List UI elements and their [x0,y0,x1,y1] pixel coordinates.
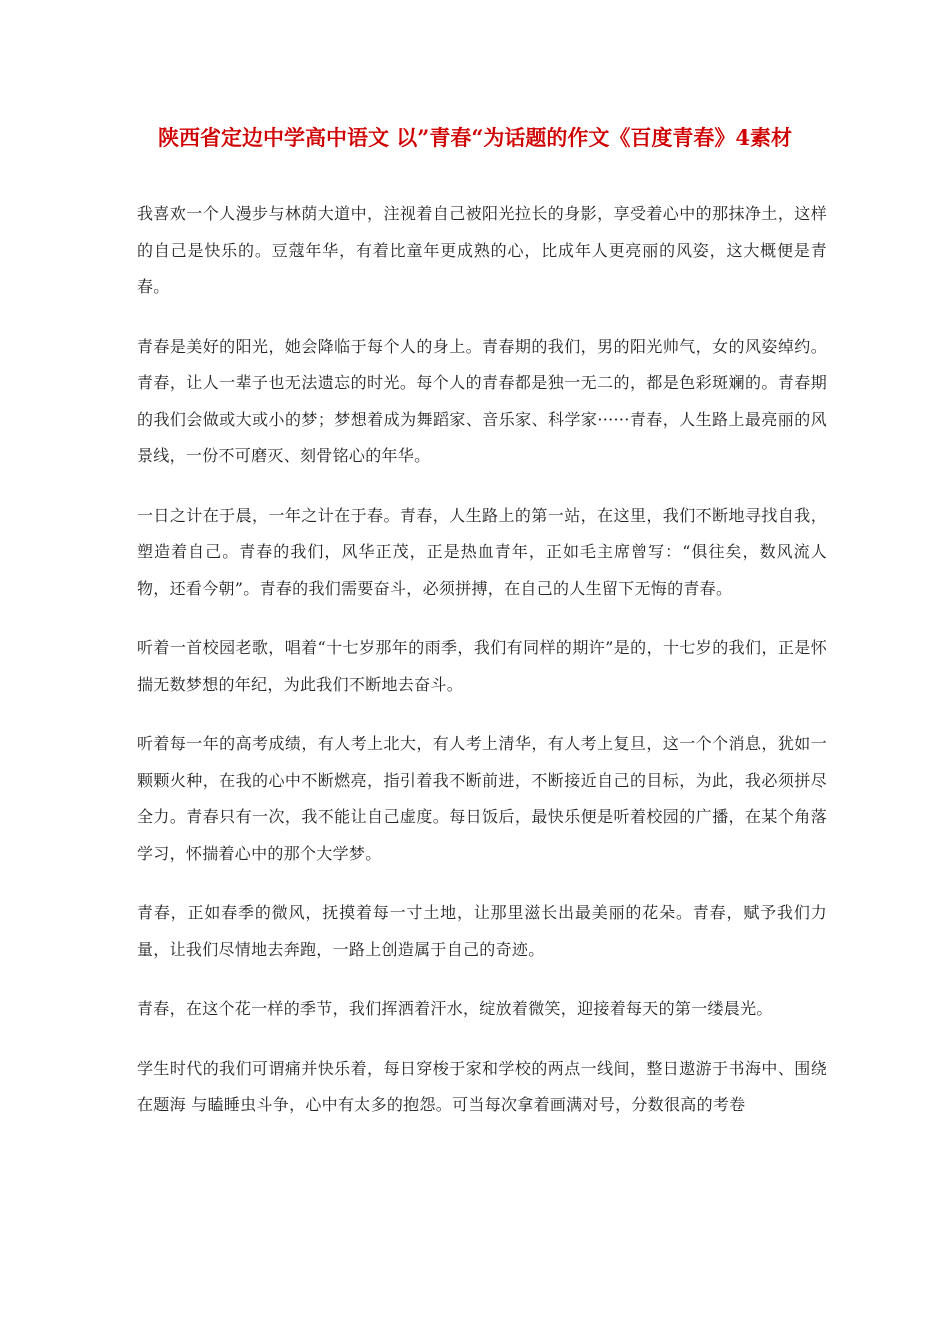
paragraph-5: 听着每一年的高考成绩，有人考上北大，有人考上清华，有人考上复旦，这一个个消息，犹如一颗颗火种，在我的心中不断燃亮，指引着我不断前进，不断接近自己的目标，为此，我必须拼尽全力。青春只有一次，我不能让自己虚度。每日饭后，最快乐便是听着校园的广播，在某个角落学习，怀揣着心中的那个大学梦。 [137,734,827,863]
document-title: 陕西省定边中学高中语文 以”青春“为话题的作文《百度青春》4素材 [157,125,793,150]
paragraph-4: 听着一首校园老歌，唱着“十七岁那年的雨季，我们有同样的期许”是的，十七岁的我们，正是怀揣无数梦想的年纪，为此我们不断地去奋斗。 [137,638,827,694]
paragraph-2: 青春是美好的阳光，她会降临于每个人的身上。青春期的我们，男的阳光帅气，女的风姿绰约。青春，让人一辈子也无法遗忘的时光。每个人的青春都是独一无二的，都是色彩斑斓的。青春期的我们会做或大或小的梦；梦想着成为舞蹈家、音乐家、科学家······青春，人生路上最亮丽的风景线，一份不可磨灭、刻骨铭心的年华。 [137,336,827,465]
paragraph-7: 青春，在这个花一样的季节，我们挥洒着汗水，绽放着微笑，迎接着每天的第一缕晨光。 [137,999,773,1018]
paragraph-8: 学生时代的我们可谓痛并快乐着，每日穿梭于家和学校的两点一线间，整日遨游于书海中、围绕在题海 与瞌睡虫斗争，心中有太多的抱怨。可当每次拿着画满对号，分数很高的考卷 [137,1058,827,1114]
paragraph-3: 一日之计在于晨，一年之计在于春。青春，人生路上的第一站，在这里，我们不断地寻找自我，塑造着自己。青春的我们，风华正茂，正是热血青年，正如毛主席曾写：“俱往矣，数风流人物，还看今朝”。青春的我们需要奋斗，必须拼搏，在自己的人生留下无悔的青春。 [137,505,827,598]
document-body [137,196,827,1147]
paragraph-6: 青春，正如春季的微风，抚摸着每一寸土地，让那里滋长出最美丽的花朵。青春，赋予我们力量，让我们尽情地去奔跑，一路上创造属于自己的奇迹。 [137,903,827,959]
paragraph-1: 我喜欢一个人漫步与林荫大道中，注视着自己被阳光拉长的身影，享受着心中的那抹净土，这样的自己是快乐的。豆蔻年华，有着比童年更成熟的心，比成年人更亮丽的风姿，这大概便是青春。 [137,204,827,296]
